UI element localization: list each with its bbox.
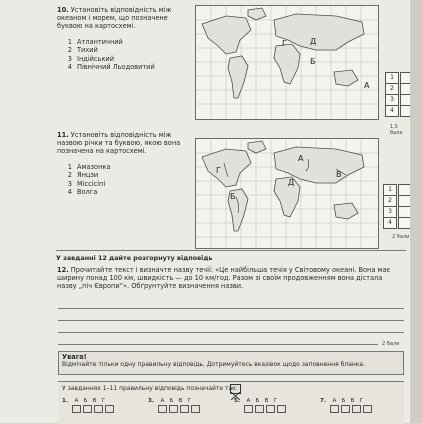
map-letter: Б [230,192,236,201]
answer-row: 7. А Б В Г [320,398,366,404]
answer-box[interactable] [244,405,253,413]
q12-number: 12. [57,266,69,274]
q10-option: 2 Тихий [67,46,98,55]
q11-options [60,163,110,197]
notice-text: Відмічайте тільки одну правильну відповідь. Дотримуйтесь вказівок щодо заповнення бланка. [62,361,366,368]
answer-row-number: 4 [385,105,399,117]
answer-box[interactable] [191,405,200,413]
map-letter: А [364,81,370,90]
answer-row-number: 3 [383,206,397,218]
answer-box[interactable] [277,405,286,413]
answer-row-number: 2 [385,83,399,95]
q10-option: 1 Атлантичний [67,38,123,46]
q10-score: 1,5 бала [390,124,403,136]
answer-line[interactable] [58,320,404,321]
q10-option: 3 Індійський [67,54,114,63]
answer-row-number: 2 [383,195,397,207]
answer-box[interactable] [330,405,339,413]
answer-line[interactable] [58,332,404,333]
marking-instruction: У завданнях 1–11 правильну відповідь позначайте так: [62,385,238,392]
answer-row-number: 1 [385,72,399,84]
answer-box[interactable] [72,405,81,413]
mark-example-icon [230,384,241,394]
map-letter: Г [216,166,221,175]
page-edge [410,0,422,423]
map-letter: А [298,154,304,163]
answer-box[interactable] [105,405,114,413]
answer-box[interactable] [94,405,103,413]
answer-sheet-strip [58,381,404,424]
map-letter: В [336,170,342,179]
q11-prompt: Установіть відповідність між назвою річки та буквою, якою вона позначена на картосхемі. [57,131,181,156]
answer-row-number: 4 [383,217,397,229]
q10-option: 4 Північний Льодовитий [67,63,155,72]
map-letter: Д [310,37,317,46]
answer-box[interactable] [363,405,372,413]
answer-line[interactable] [58,308,404,309]
q11-answer-grid [383,184,413,228]
q11-world-map [195,138,379,249]
answer-box[interactable] [169,405,178,413]
q11-score: 2 бали [392,234,410,240]
answer-row: 5. А Б В Г [234,398,280,404]
q10-options [60,38,155,72]
answer-box[interactable] [180,405,189,413]
map-letter: Г [282,39,287,48]
q12-prompt: Прочитайте текст і визначте назву течії: «Це найбільша течія у Світовому океані. Вона має ширину понад 100 км, швидкість — до 10 км/год. Разом зі своїм продовженням вона дістала назву „піч Європи“». Обґрунтуйте визначення назви. [57,266,391,291]
answer-row-number: 3 [385,94,399,106]
answer-box[interactable] [83,405,92,413]
q10-prompt: Установіть відповідність між океаном і морем, що позначене буквою на картосхемі. [57,6,172,31]
q11-option: 1 Амазонка [67,163,111,171]
answer-box[interactable] [255,405,264,413]
notice-box [58,351,404,375]
answer-box[interactable] [341,405,350,413]
q10-world-map [195,5,379,120]
q11-number: 11. [57,131,69,139]
answer-box[interactable] [266,405,275,413]
divider [56,250,406,251]
task12-header: У завданні 12 дайте розгорнуту відповідь [56,254,213,262]
q12-score: 2 бали [382,341,400,347]
q11-option: 4 Волга [67,188,98,197]
answer-box[interactable] [352,405,361,413]
q12-text [57,266,402,291]
q10-text [57,6,185,31]
answer-row: 3. А Б В Г [148,398,194,404]
map-letter: Б [310,57,316,66]
answer-row: 1. А Б В Г [62,398,108,404]
notice-title: Увага! [62,353,87,361]
q11-text [57,131,185,156]
answer-line[interactable] [58,344,378,345]
q10-number: 10. [57,6,69,14]
answer-box[interactable] [158,405,167,413]
q11-option: 2 Янцзи [67,171,99,180]
q11-option: 3 Міссісіпі [67,179,106,188]
answer-row-number: 1 [383,184,397,196]
map-letter: Д [288,178,295,187]
